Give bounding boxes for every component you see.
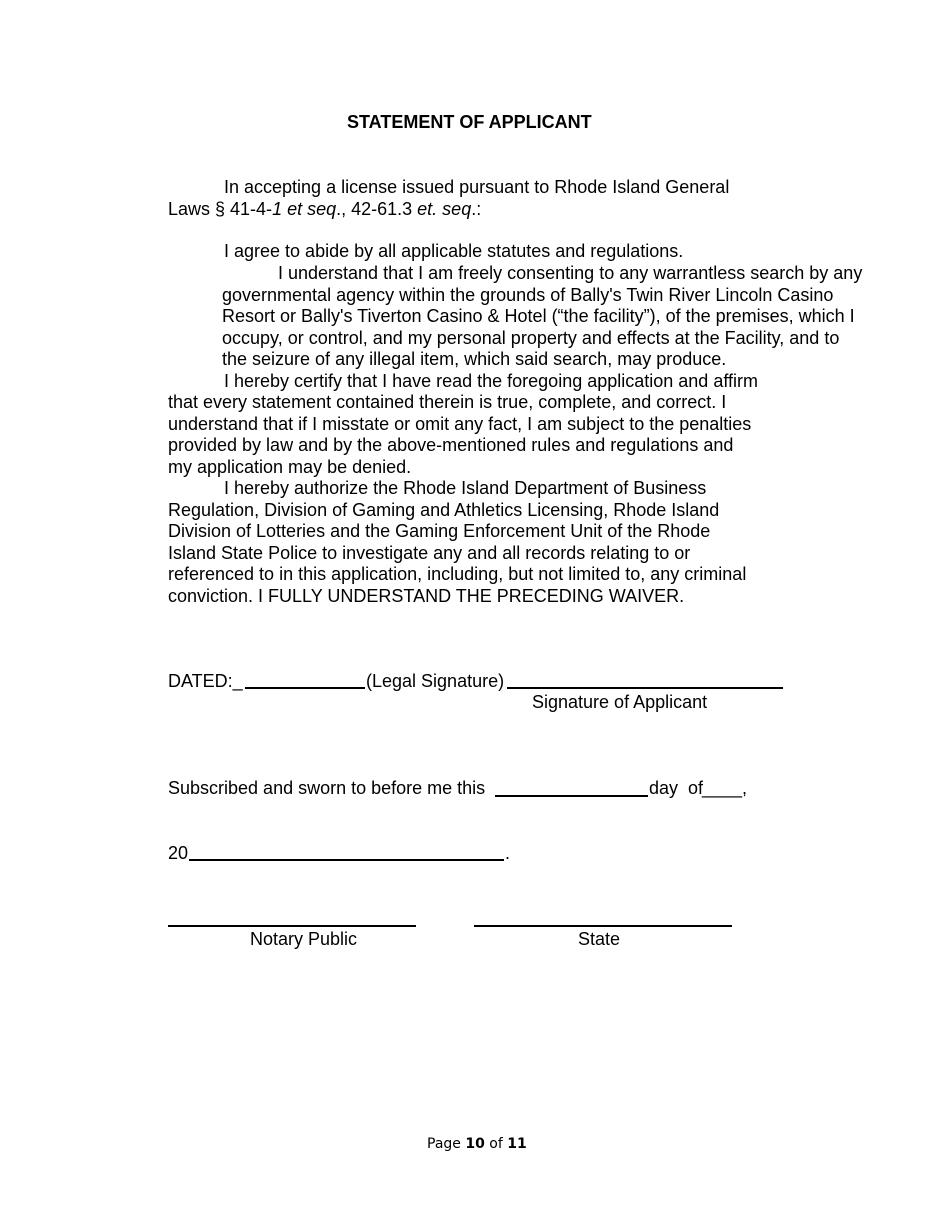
month-field[interactable]: ____, <box>702 778 748 798</box>
paragraph-line: understand that if I misstate or omit any fact, I am subject to the penalties <box>168 414 752 434</box>
intro-line-2: Laws § 41-4-1 et seq., 42-61.3 et. seq.: <box>168 199 482 219</box>
paragraph-line: Division of Lotteries and the Gaming Enforcement Unit of the Rhode <box>168 521 711 541</box>
year-suffix: . <box>505 843 511 863</box>
paragraph-line: governmental agency within the grounds of Bally's Twin River Lincoln Casino <box>222 285 834 305</box>
year-field-line[interactable] <box>189 859 504 861</box>
paragraph-line: Island State Police to investigate any and all records relating to or <box>168 543 691 563</box>
paragraph-line: my application may be denied. <box>168 457 412 477</box>
sworn-statement-label: Subscribed and sworn to before me this <box>168 778 486 798</box>
paragraph-line: conviction. I FULLY UNDERSTAND THE PRECEDING WAIVER. <box>168 586 685 606</box>
legal-signature-label: (Legal Signature) <box>366 671 505 691</box>
notary-public-label: Notary Public <box>250 929 358 949</box>
day-of-label: day of <box>649 778 704 798</box>
page-number-footer: Page 10 of 11 <box>427 1136 527 1152</box>
state-signature-line[interactable] <box>474 925 732 927</box>
notary-signature-line[interactable] <box>168 925 416 927</box>
paragraph-line: referenced to in this application, including, but not limited to, any criminal <box>168 564 747 584</box>
paragraph-line: Resort or Bally's Tiverton Casino & Hotel (“the facility”), of the premises, which I <box>222 306 855 326</box>
date-field-line[interactable] <box>245 687 365 689</box>
paragraph-line: I understand that I am freely consenting to any warrantless search by any <box>278 263 863 283</box>
paragraph-line: Regulation, Division of Gaming and Athletics Licensing, Rhode Island <box>168 500 720 520</box>
paragraph-line: the seizure of any illegal item, which said search, may produce. <box>222 349 727 369</box>
signature-field-line[interactable] <box>507 687 783 689</box>
paragraph-line: that every statement contained therein is true, complete, and correct. I <box>168 392 727 412</box>
dated-label: DATED:_ <box>168 671 243 691</box>
agree-statement: I agree to abide by all applicable statutes and regulations. <box>224 241 684 261</box>
year-prefix: 20 <box>168 843 189 863</box>
paragraph-line: I hereby certify that I have read the foregoing application and affirm <box>224 371 758 391</box>
page-title: STATEMENT OF APPLICANT <box>347 112 592 132</box>
signature-caption: Signature of Applicant <box>532 692 708 712</box>
day-field-line[interactable] <box>495 795 648 797</box>
paragraph-line: I hereby authorize the Rhode Island Department of Business <box>224 478 707 498</box>
intro-line-1: In accepting a license issued pursuant to Rhode Island General <box>224 177 730 197</box>
paragraph-line: provided by law and by the above-mentioned rules and regulations and <box>168 435 734 455</box>
state-label: State <box>578 929 621 949</box>
paragraph-line: occupy, or control, and my personal property and effects at the Facility, and to <box>222 328 840 348</box>
